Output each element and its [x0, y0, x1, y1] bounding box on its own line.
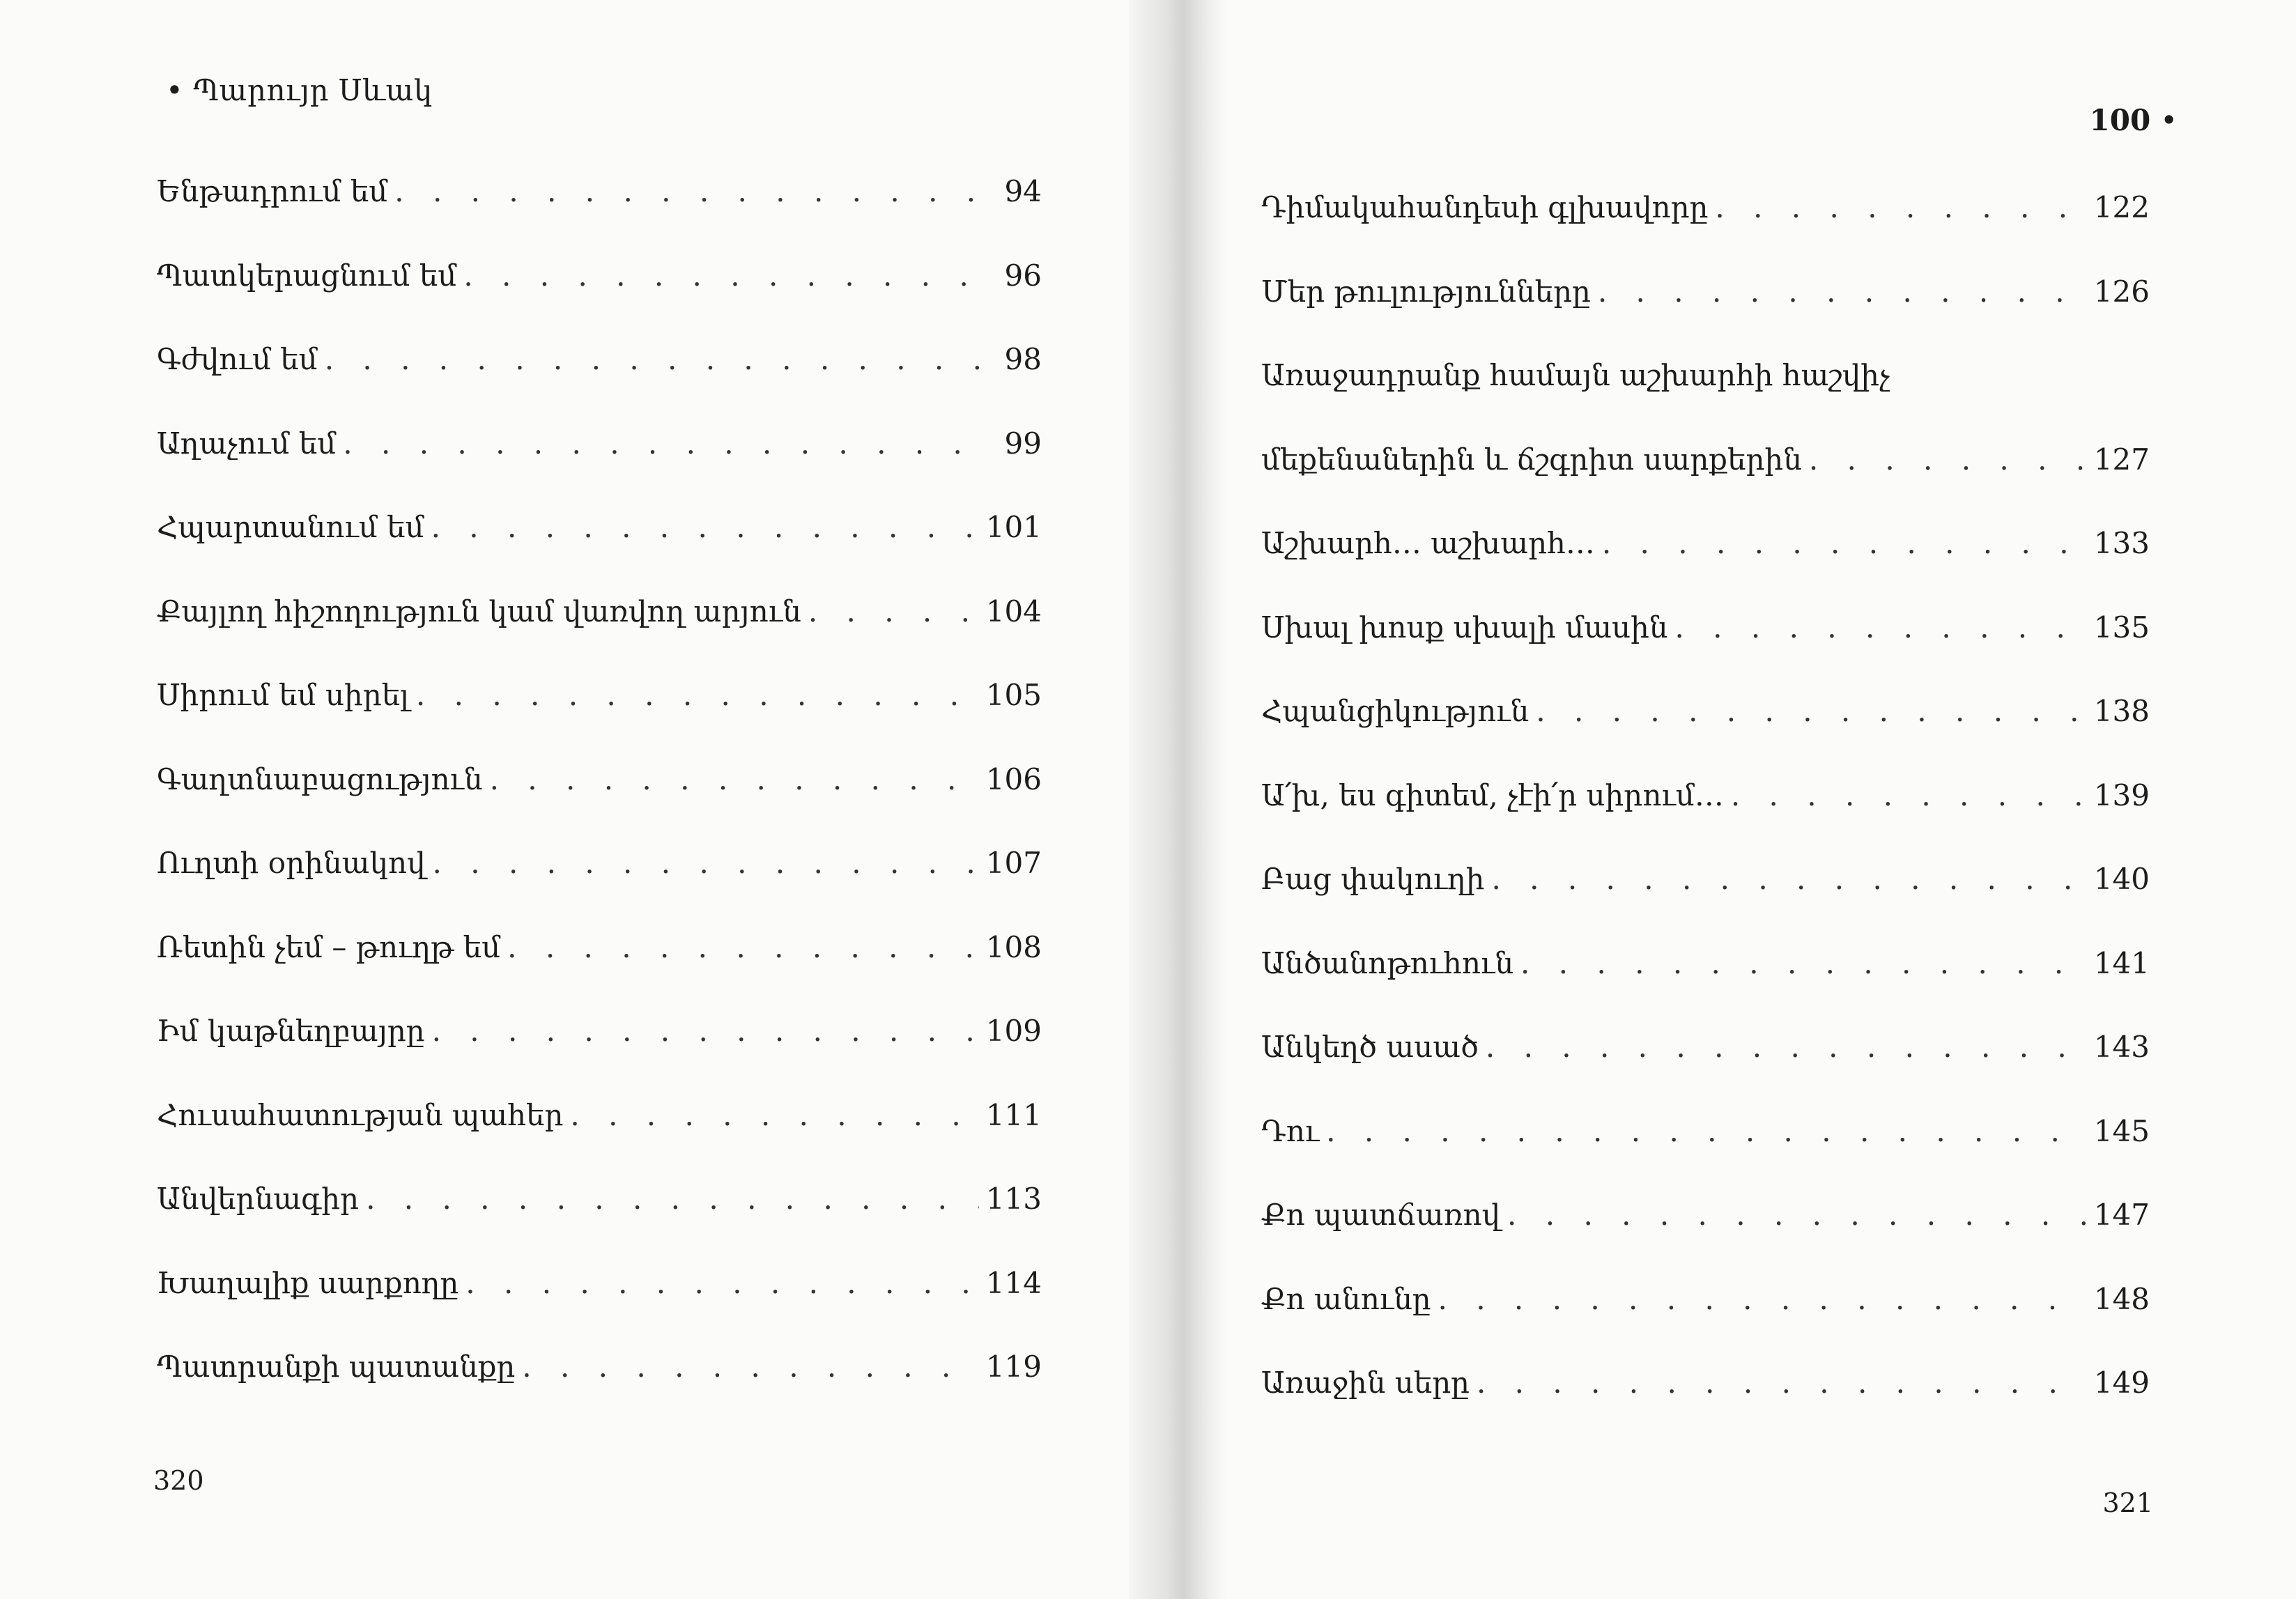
toc-entry-title: Ա՛խ, ես գիտեմ, չէի՛ր սիրում…: [1261, 778, 1724, 812]
running-head: [166, 73, 433, 107]
toc-entry-page: 138: [2093, 694, 2150, 728]
toc-entry: [1261, 858, 2150, 943]
toc-entry: [1261, 439, 2150, 523]
dot-leader: [416, 674, 979, 716]
dot-leader: [1598, 271, 2087, 313]
section-number-value: 100: [2089, 103, 2151, 137]
toc-entry-title: Հպանցիկություն: [1261, 694, 1530, 728]
toc-entry-page: 105: [985, 678, 1042, 712]
dot-leader: [432, 1010, 979, 1052]
toc-entry: [1261, 1194, 2150, 1279]
dot-leader: [1602, 523, 2087, 564]
toc-entry-title: Ուղտի օրինակով: [157, 846, 426, 880]
toc-list-left: [157, 171, 1042, 1430]
toc-entry: [1261, 1279, 2150, 1363]
toc-entry-page: 98: [1004, 342, 1042, 376]
toc-entry-page: 147: [2093, 1198, 2150, 1232]
dot-leader: [522, 1346, 979, 1388]
toc-entry-title: Անկեղծ ասած: [1261, 1030, 1479, 1064]
dot-leader: [1477, 1362, 2087, 1404]
dot-leader: [463, 255, 993, 297]
toc-entry-title: Սխալ խոսք սխալի մասին: [1261, 610, 1668, 644]
toc-entry-title: Քայլող հիշողություն կամ վառվող արյուն: [157, 594, 801, 628]
toc-entry-page: 108: [985, 929, 1042, 964]
page-number-left: 320: [153, 1465, 204, 1496]
toc-entry-page: 135: [2093, 610, 2150, 644]
toc-entry-page: 143: [2093, 1030, 2150, 1064]
toc-entry: [157, 1262, 1042, 1347]
right-page: [1143, 0, 2296, 1599]
toc-entry-page: 96: [1004, 258, 1042, 293]
toc-entry-page: 107: [985, 846, 1042, 880]
toc-entry-page: 148: [2093, 1281, 2150, 1316]
toc-entry: [1261, 1362, 2150, 1446]
toc-entry-page: 133: [2093, 526, 2150, 560]
book-gutter: [1129, 0, 1226, 1599]
toc-entry: [1261, 775, 2150, 859]
toc-entry-page: 109: [985, 1014, 1042, 1048]
toc-entry-title: Դու: [1261, 1113, 1320, 1148]
dot-leader: [465, 1262, 979, 1304]
dot-leader: [1715, 187, 2086, 229]
dot-leader: [1507, 1194, 2087, 1236]
toc-entry: [157, 1095, 1042, 1179]
toc-entry: [157, 1178, 1042, 1262]
toc-entry-title: Աղաչում եմ: [157, 426, 337, 461]
toc-entry-page: 113: [985, 1182, 1042, 1216]
toc-entry-title: Ռետին չեմ – թուղթ եմ: [157, 929, 501, 964]
dot-leader: [1438, 1279, 2087, 1320]
dot-leader: [1520, 943, 2087, 984]
toc-entry: [1261, 523, 2150, 607]
toc-entry-title: Գժվում եմ: [157, 342, 318, 376]
dot-leader: [1326, 1111, 2087, 1152]
toc-entry: [157, 842, 1042, 927]
toc-entry-title: Ենթադրում եմ: [157, 174, 388, 208]
dot-leader: [433, 842, 979, 884]
dot-leader: [394, 171, 993, 213]
toc-entry-title: Անծանոթուհուն: [1261, 945, 1514, 980]
toc-entry-title: Հպարտանում եմ: [157, 510, 424, 544]
toc-entry-title: Խաղալիք սարքողը: [157, 1265, 459, 1300]
dot-leader: [431, 507, 979, 548]
dot-leader: [1486, 1026, 2087, 1068]
toc-entry-page: 104: [985, 594, 1042, 628]
toc-entry-page: 126: [2093, 274, 2150, 309]
toc-entry-title: Քո անունը: [1261, 1281, 1431, 1316]
toc-entry-title: Հուսահատության պահեր: [157, 1097, 564, 1132]
toc-entry-page: 94: [1004, 174, 1042, 208]
toc-entry: [1261, 690, 2150, 775]
toc-entry-page: 139: [2093, 778, 2150, 812]
toc-entry: [157, 507, 1042, 591]
dot-leader: [507, 927, 979, 968]
toc-entry-title: Քո պատճառով: [1261, 1198, 1501, 1232]
toc-entry: [157, 1010, 1042, 1095]
toc-entry-page: 101: [985, 510, 1042, 544]
toc-entry-page: 122: [2093, 190, 2150, 224]
toc-entry: [157, 423, 1042, 507]
toc-entry-page: 114: [985, 1265, 1042, 1300]
toc-entry: [1261, 1026, 2150, 1111]
toc-entry-page: 99: [1004, 426, 1042, 461]
toc-entry: [157, 759, 1042, 843]
toc-entry: [157, 255, 1042, 339]
toc-entry-title: մեքենաներին և ճշգրիտ սարքերին: [1261, 442, 1802, 477]
toc-entry-page: 140: [2093, 862, 2150, 896]
toc-entry-page: 141: [2093, 945, 2150, 980]
toc-entry-title: Առաջադրանք համայն աշխարհի հաշվիչ: [1261, 358, 1890, 392]
toc-entry: [1261, 355, 2150, 439]
dot-leader: [1674, 607, 2086, 649]
toc-list-right: [1261, 187, 2150, 1446]
dot-leader: [570, 1095, 978, 1136]
toc-entry-page: 149: [2093, 1366, 2150, 1400]
left-page: [0, 0, 1143, 1599]
toc-entry: [157, 927, 1042, 1011]
toc-entry-title: Աշխարհ… աշխարհ…: [1261, 526, 1595, 560]
toc-entry-title: Սիրում եմ սիրել: [157, 678, 409, 712]
dot-leader: [366, 1178, 979, 1220]
toc-entry: [1261, 943, 2150, 1027]
toc-entry-title: Պատրանքի պատանքը: [157, 1350, 516, 1384]
toc-entry: [1261, 1111, 2150, 1195]
section-number: [2090, 103, 2178, 137]
toc-entry: [157, 1346, 1042, 1430]
author-name: Պարույր Սևակ: [193, 73, 433, 107]
bullet-icon: •: [166, 73, 184, 107]
toc-entry: [1261, 271, 2150, 355]
toc-entry-title: Գաղտնաբացություն: [157, 762, 483, 796]
toc-entry-title: Դիմակահանդեսի գլխավորը: [1261, 190, 1709, 224]
dot-leader: [1731, 775, 2087, 817]
bullet-icon: •: [2160, 103, 2178, 137]
toc-entry: [157, 171, 1042, 255]
dot-leader: [325, 339, 993, 380]
toc-entry-title: Պատկերացնում եմ: [157, 258, 457, 293]
dot-leader: [343, 423, 993, 465]
toc-entry-page: 127: [2093, 442, 2150, 477]
dot-leader: [1491, 858, 2086, 900]
page-number-right: 321: [2102, 1488, 2153, 1518]
toc-entry-page: 119: [985, 1350, 1042, 1384]
toc-entry: [157, 339, 1042, 423]
toc-entry-page: 106: [985, 762, 1042, 796]
toc-entry-title: Բաց փակուղի: [1261, 862, 1485, 896]
dot-leader: [490, 759, 979, 801]
toc-entry: [1261, 607, 2150, 691]
toc-entry-title: Մեր թուլությունները: [1261, 274, 1591, 309]
toc-entry-title: Իմ կաթնեղբայրը: [157, 1014, 425, 1048]
dot-leader: [1809, 439, 2087, 481]
toc-entry: [157, 674, 1042, 759]
toc-entry-title: Անվերնագիր: [157, 1182, 360, 1216]
toc-entry-page: 145: [2093, 1113, 2150, 1148]
toc-entry-page: 111: [985, 1097, 1042, 1132]
dot-leader: [1536, 690, 2087, 732]
dot-leader: [808, 591, 979, 633]
toc-entry: [157, 591, 1042, 675]
toc-entry-title: Առաջին սերը: [1261, 1366, 1470, 1400]
toc-entry: [1261, 187, 2150, 271]
